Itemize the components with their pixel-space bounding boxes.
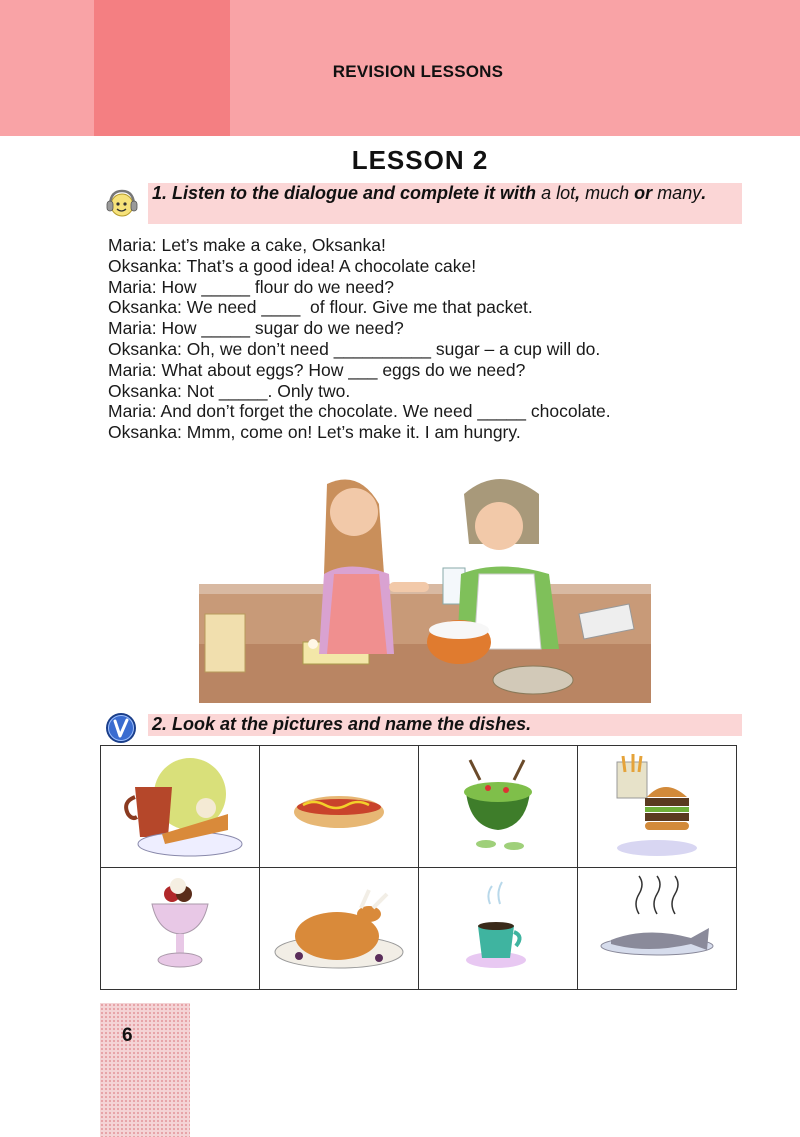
comma: ,: [575, 183, 581, 203]
dialogue-line: Oksanka: That’s a good idea! A chocolate cake!: [108, 255, 477, 276]
dish-cell: [101, 868, 260, 990]
task1-instruction: [152, 183, 744, 204]
roast-chicken-icon: [269, 874, 409, 984]
header-accent-block: [94, 0, 230, 136]
option-many: many: [657, 183, 702, 203]
speaking-icon: [104, 711, 138, 745]
task1-number: 1.: [152, 183, 168, 203]
dialogue-line: Maria: What about eggs? How ___ eggs do we need?: [108, 359, 526, 380]
dish-cell: [260, 868, 419, 990]
dialogue-line: Maria: How _____ flour do we need?: [108, 276, 395, 297]
baking-illustration: [199, 464, 651, 703]
dish-cell: [578, 746, 737, 868]
dishes-grid: [100, 745, 737, 990]
fish-dish-icon: [587, 874, 727, 984]
dialogue-line: Oksanka: We need ____ of flour. Give me that packet.: [108, 297, 533, 318]
dialogue-line: Maria: How _____ sugar do we need?: [108, 318, 404, 339]
coffee-and-pie-icon: [110, 752, 250, 862]
hot-dog-icon: [269, 752, 409, 862]
option-much: much: [585, 183, 630, 203]
dialogue-line: Oksanka: Mmm, come on! Let’s make it. I am hungry.: [108, 422, 521, 443]
connector-or: or: [634, 183, 653, 203]
dialogue-line: Maria: Let’s make a cake, Oksanka!: [108, 235, 386, 255]
dish-cell: [419, 868, 578, 990]
burger-and-fries-icon: [587, 752, 727, 862]
task1-text: Listen to the dialogue and complete it with: [172, 183, 537, 203]
dialogue-line: Oksanka: Oh, we don’t need __________ sugar – a cup will do.: [108, 338, 601, 359]
dish-cell: [101, 746, 260, 868]
headphones-icon: [104, 186, 138, 220]
period: .: [701, 183, 707, 203]
ice-cream-sundae-icon: [110, 874, 250, 984]
task2-instruction: [152, 714, 744, 735]
page-number: 6: [122, 1025, 133, 1046]
dialogue-line: Maria: And don’t forget the chocolate. We need _____ chocolate.: [108, 401, 611, 422]
task2-text: Look at the pictures and name the dishes.: [172, 714, 532, 734]
dish-cell: [578, 868, 737, 990]
dialogue-line: Oksanka: Not _____. Only two.: [108, 380, 351, 401]
task2-number: 2.: [152, 714, 168, 734]
dish-cell: [419, 746, 578, 868]
page-number-block: [100, 1003, 190, 1137]
section-title: REVISION LESSONS: [332, 62, 504, 81]
lesson-title: LESSON 2: [351, 145, 489, 175]
tea-cup-icon: [428, 874, 568, 984]
option-a-lot: a lot: [541, 183, 576, 203]
salad-icon: [428, 752, 568, 862]
dish-cell: [260, 746, 419, 868]
dialogue: [108, 235, 748, 443]
